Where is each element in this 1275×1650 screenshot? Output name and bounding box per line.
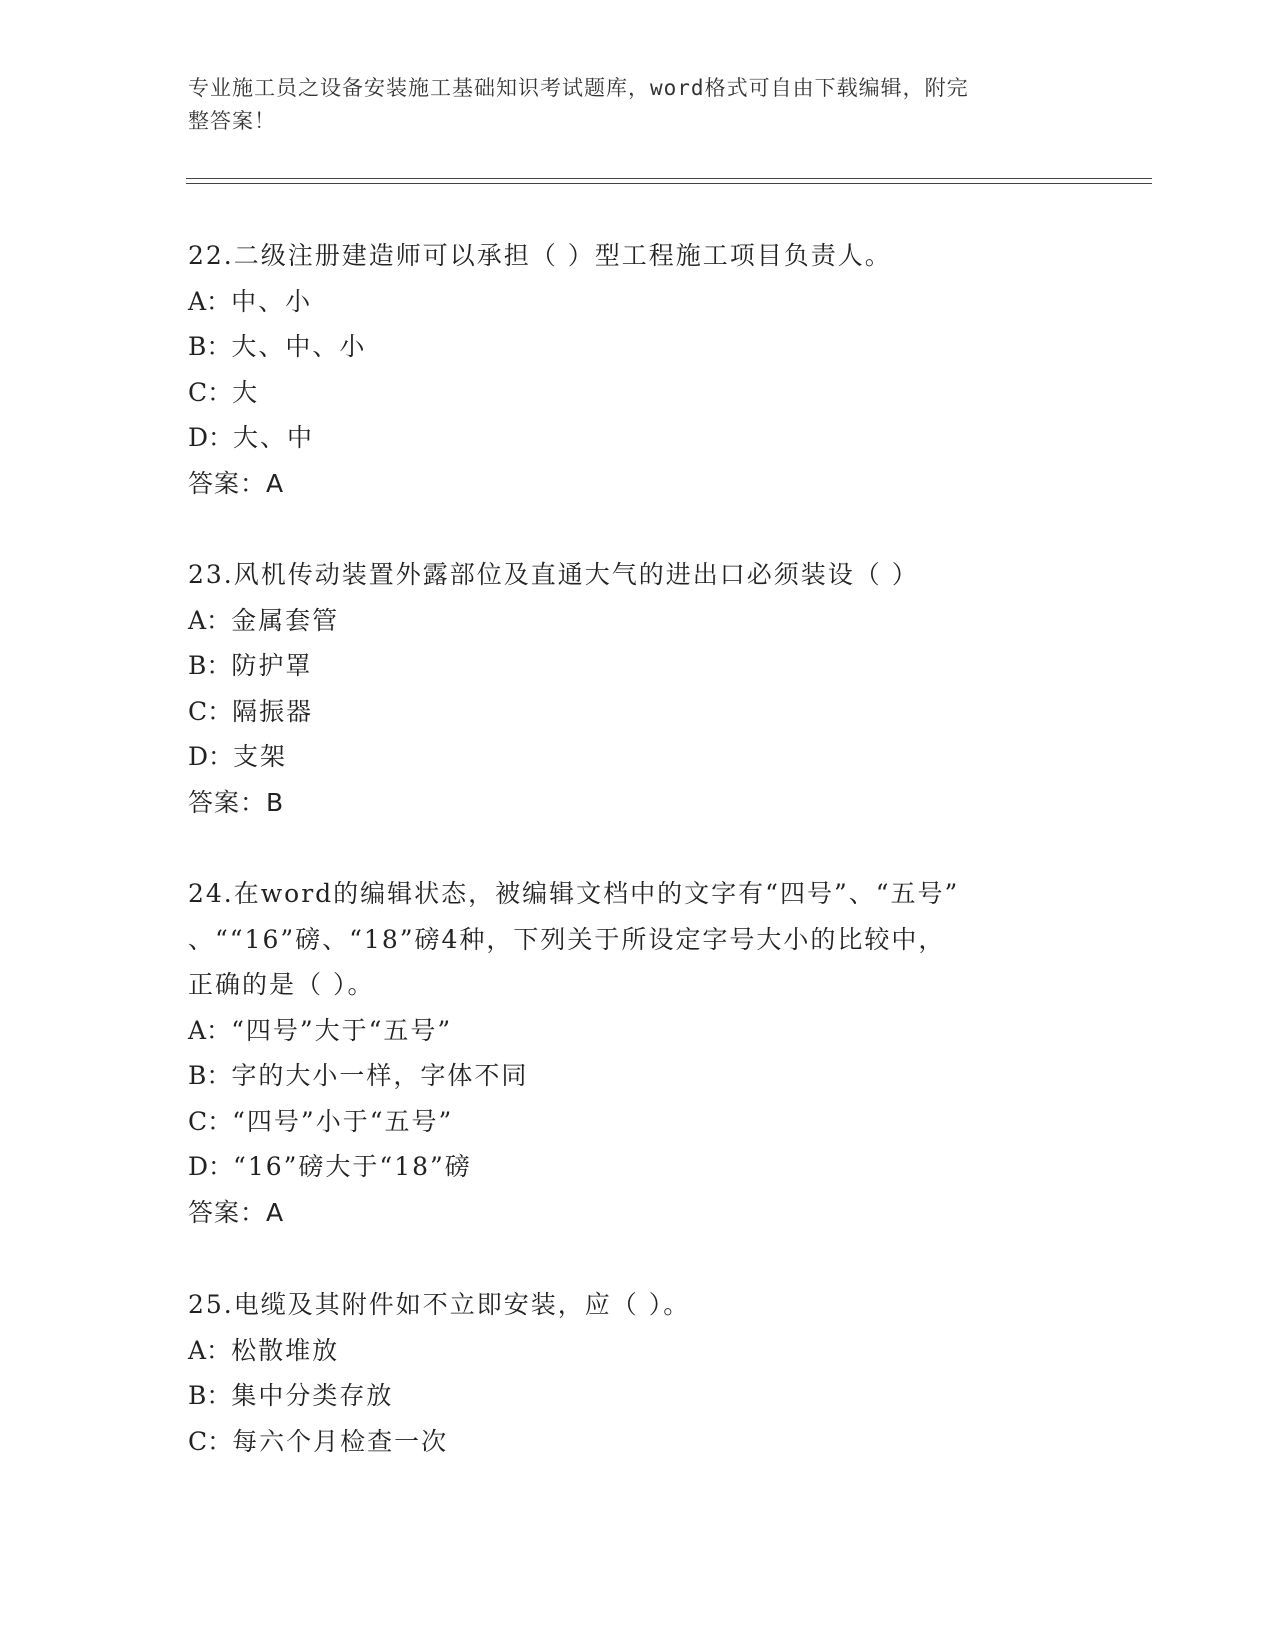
- option-text: 集中分类存放: [231, 1381, 394, 1410]
- option-c[interactable]: [188, 689, 1088, 735]
- question-stem: 22.二级注册建造师可以承担（ ）型工程施工项目负责人。: [188, 241, 892, 270]
- question-22: [188, 233, 1088, 506]
- answer-line: 答案：A: [188, 1197, 285, 1227]
- option-c[interactable]: [188, 1099, 1088, 1145]
- option-letter: A：: [188, 1015, 232, 1045]
- option-d[interactable]: [188, 1144, 1088, 1190]
- option-text: “四号”大于“五号”: [231, 1015, 453, 1045]
- option-b[interactable]: [188, 1373, 1088, 1419]
- option-a[interactable]: [188, 598, 1088, 644]
- option-letter: D：: [188, 423, 234, 452]
- question-stem-line-3: 正确的是（ ）。: [188, 970, 375, 999]
- option-letter: C：: [188, 377, 233, 407]
- option-letter: A：: [188, 286, 232, 316]
- header-line-2: 整答案！: [188, 109, 276, 133]
- header-line-1: 专业施工员之设备安装施工基础知识考试题库，word格式可自由下载编辑，附完: [188, 76, 969, 100]
- option-letter: C：: [188, 696, 233, 726]
- option-text: 金属套管: [231, 605, 340, 635]
- option-letter: D：: [188, 1152, 234, 1181]
- question-stem-line-1: 24.在word的编辑状态，被编辑文档中的文字有“四号”、“五号”: [188, 879, 960, 908]
- header-divider-top: [186, 178, 1152, 179]
- option-text: 隔振器: [232, 696, 314, 726]
- answer-line: 答案：B: [188, 787, 285, 817]
- option-b[interactable]: [188, 1053, 1088, 1099]
- question-stem-line-2: 、““16”磅、“18”磅4种，下列关于所设定字号大小的比较中，: [188, 924, 946, 954]
- option-letter: D：: [188, 742, 234, 771]
- option-c[interactable]: [188, 1419, 1088, 1465]
- option-text: “16”磅大于“18”磅: [233, 1152, 472, 1181]
- option-text: 大、中、小: [231, 332, 367, 361]
- option-c[interactable]: [188, 370, 1088, 416]
- option-letter: A：: [188, 1335, 232, 1365]
- option-letter: B：: [188, 332, 232, 361]
- question-stem: 25.电缆及其附件如不立即安装，应（ ）。: [188, 1290, 691, 1319]
- question-23: [188, 552, 1088, 825]
- question-25: [188, 1282, 1088, 1464]
- question-24: [188, 871, 1088, 1235]
- header-divider-bottom: [186, 183, 1152, 184]
- option-letter: C：: [188, 1426, 233, 1456]
- option-d[interactable]: [188, 415, 1088, 461]
- option-letter: B：: [188, 1381, 232, 1410]
- option-a[interactable]: [188, 1328, 1088, 1374]
- document-header: [188, 72, 1068, 138]
- option-b[interactable]: [188, 643, 1088, 689]
- option-letter: C：: [188, 1106, 233, 1136]
- option-text: 大、中: [233, 423, 315, 452]
- option-text: “四号”小于“五号”: [232, 1106, 454, 1136]
- option-text: 字的大小一样，字体不同: [231, 1061, 529, 1090]
- option-a[interactable]: [188, 279, 1088, 325]
- option-text: 支架: [233, 742, 288, 771]
- answer-line: 答案：A: [188, 468, 285, 498]
- option-text: 每六个月检查一次: [232, 1426, 449, 1456]
- option-b[interactable]: [188, 324, 1088, 370]
- option-text: 大: [232, 377, 260, 407]
- option-letter: B：: [188, 651, 232, 680]
- option-text: 中、小: [231, 286, 313, 316]
- option-letter: B：: [188, 1061, 232, 1090]
- option-text: 松散堆放: [231, 1335, 340, 1365]
- option-a[interactable]: [188, 1008, 1088, 1054]
- option-letter: A：: [188, 605, 232, 635]
- question-stem: 23.风机传动装置外露部位及直通大气的进出口必须装设（ ）: [188, 560, 919, 589]
- option-text: 防护罩: [231, 651, 313, 680]
- option-d[interactable]: [188, 734, 1088, 780]
